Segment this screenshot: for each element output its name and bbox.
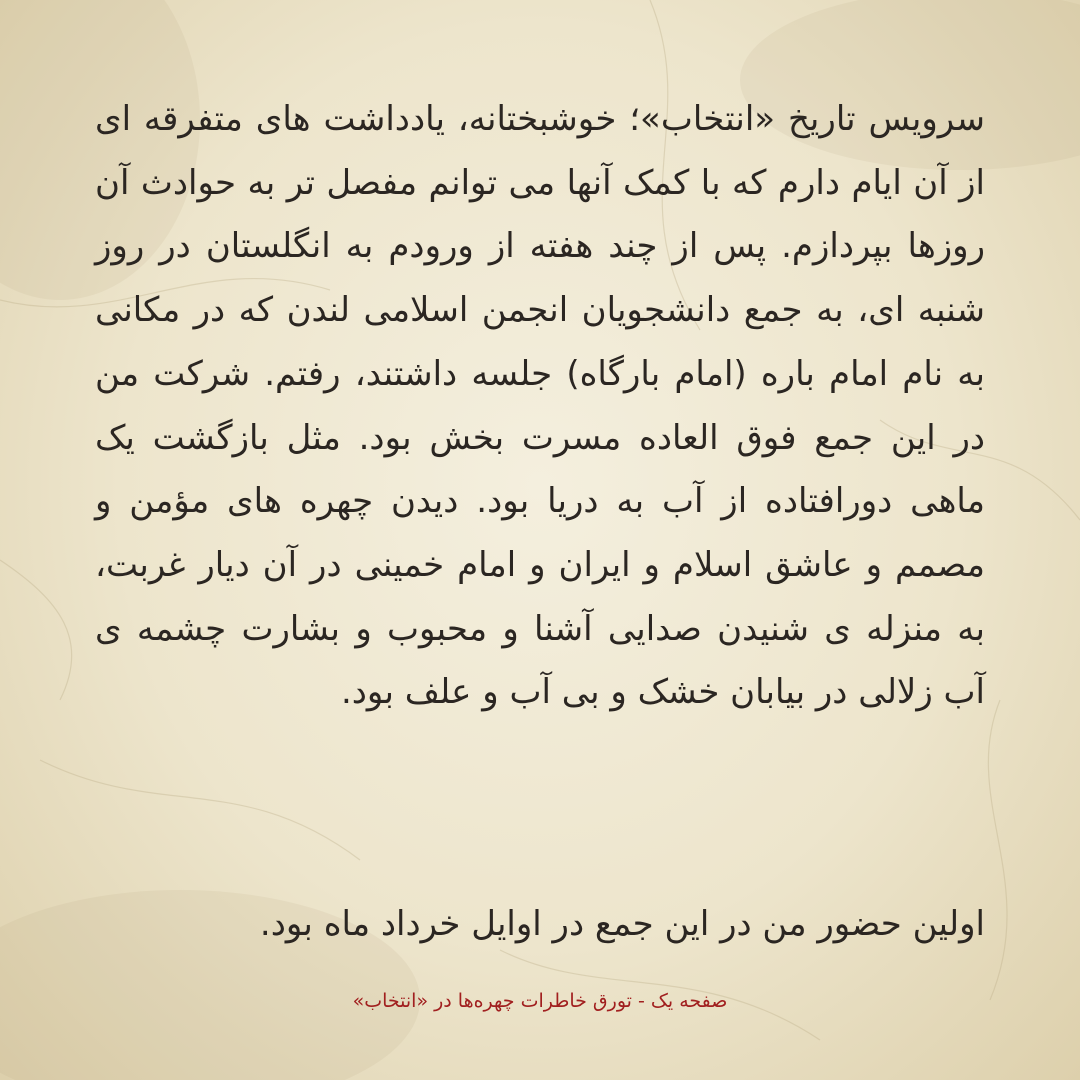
closing-paragraph: اولین حضور من در این جمع در اوایل خرداد ماه بود. — [259, 904, 985, 944]
footer-caption: صفحه یک - تورق خاطرات چهره‌ها در «انتخاب» — [352, 990, 728, 1012]
body-paragraph: سرویس تاریخ «انتخاب»؛ خوشبختانه، یادداشت های متفرقه ای از آن ایام دارم که با کمک آنها می توانم مفصل تر به حوادث آن روزها بپردازم. پس از چند هفته از ورودم به انگلستان در روز شنبه ای، به جمع دانشجویان انجمن اسلامی لندن که در مکانی به نام امام باره (امام بارگاه) جلسه داشتند، رفتم. شرکت من در این جمع فوق العاده مسرت بخش بود. مثل بازگشت یک ماهی دورافتاده از آب به دریا بود. دیدن چهره های مؤمن و مصمم و عاشق اسلام و ایران و امام خمینی در آن دیار غربت، به منزله ی شنیدن صدایی آشنا و محبوب و بشارت چشمه ی آب زلالی در بیابان خشک و بی آب و علف بود. — [95, 99, 985, 713]
document-page — [95, 88, 985, 988]
